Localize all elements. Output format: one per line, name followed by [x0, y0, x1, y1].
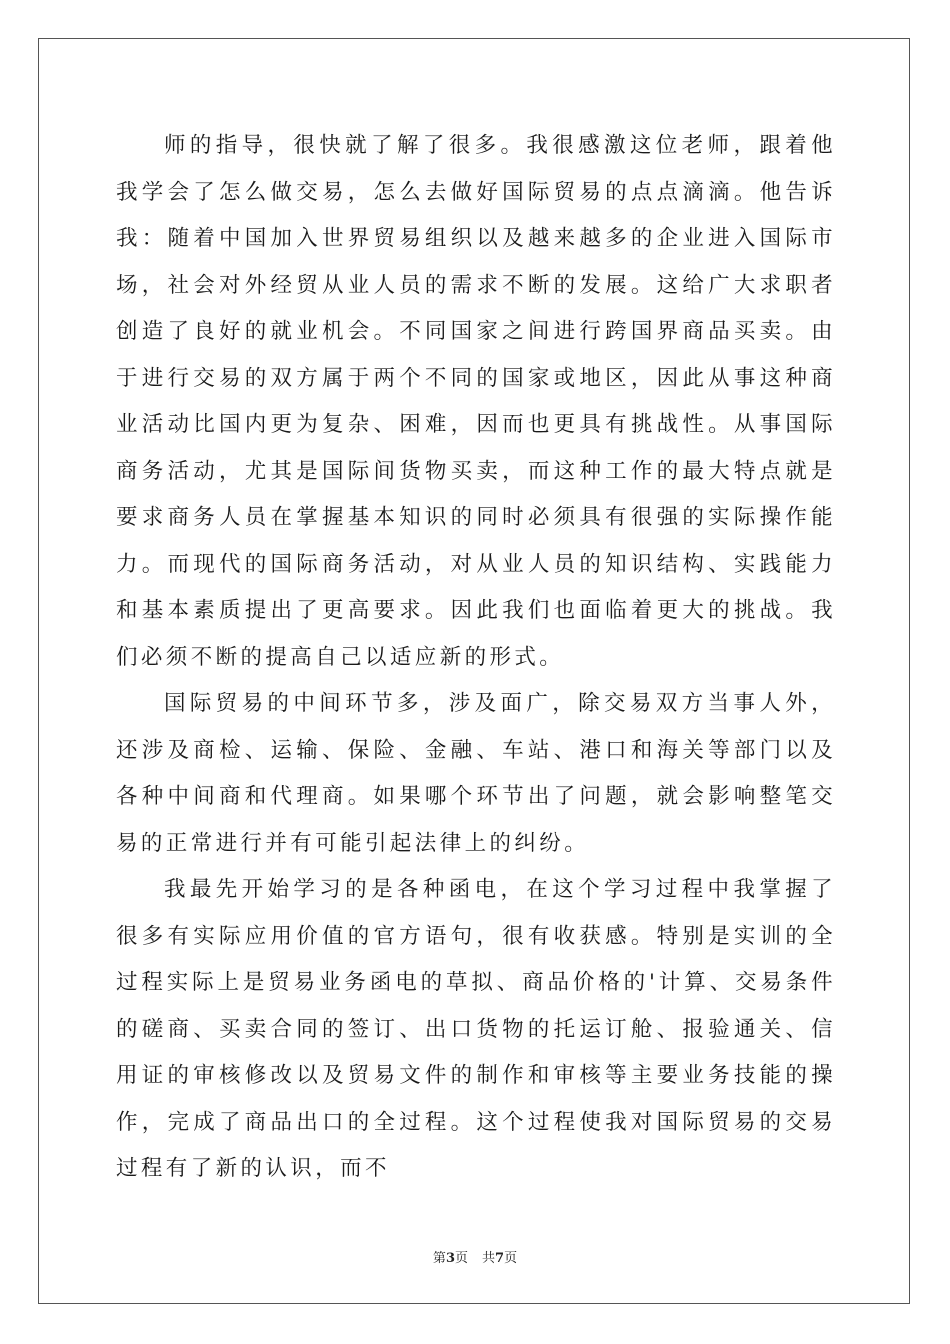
total-suffix: 页 [504, 1251, 518, 1266]
page-footer [0, 1247, 950, 1266]
body-paragraph-1: 师的指导，很快就了解了很多。我很感激这位老师，跟着他我学会了怎么做交易，怎么去做好国际贸易的点点滴滴。他告诉我：随着中国加入世界贸易组织以及越来越多的企业进入国际市场，社会对外经贸从业人员的需求不断的发展。这给广大求职者创造了良好的就业机会。不同国家之间进行跨国界商品买卖。由于进行交易的双方属于两个不同的国家或地区，因此从事这种商业活动比国内更为复杂、困难，因而也更具有挑战性。从事国际商务活动，尤其是国际间货物买卖，而这种工作的最大特点就是要求商务人员在掌握基本知识的同时必须具有很强的实际操作能力。而现代的国际商务活动，对从业人员的知识结构、实践能力和基本素质提出了更高要求。因此我们也面临着更大的挑战。我们必须不断的提高自己以适应新的形式。 [116, 133, 836, 670]
body-paragraph-3: 我最先开始学习的是各种函电，在这个学习过程中我掌握了很多有实际应用价值的官方语句，很有收获感。特别是实训的全过程实际上是贸易业务函电的草拟、商品价格的'计算、交易条件的磋商、买卖合同的签订、出口货物的托运订舱、报验通关、信用证的审核修改以及贸易文件的制作和审核等主要业务技能的操作，完成了商品出口的全过程。这个过程使我对国际贸易的交易过程有了新的认识，而不 [116, 877, 836, 1181]
body-paragraph-2: 国际贸易的中间环节多，涉及面广，除交易双方当事人外，还涉及商检、运输、保险、金融、车站、港口和海关等部门以及各种中间商和代理商。如果哪个环节出了问题，就会影响整笔交易的正常进行并有可能引起法律上的纠纷。 [116, 691, 836, 856]
total-pages: 7 [495, 1251, 505, 1266]
page-indicator [433, 1251, 468, 1266]
page-prefix: 第 [432, 1251, 446, 1266]
page-number: 3 [445, 1251, 455, 1266]
total-prefix: 共 [482, 1251, 496, 1266]
page-suffix: 页 [454, 1251, 468, 1266]
total-pages-indicator [482, 1251, 517, 1266]
document-body [116, 123, 836, 1193]
